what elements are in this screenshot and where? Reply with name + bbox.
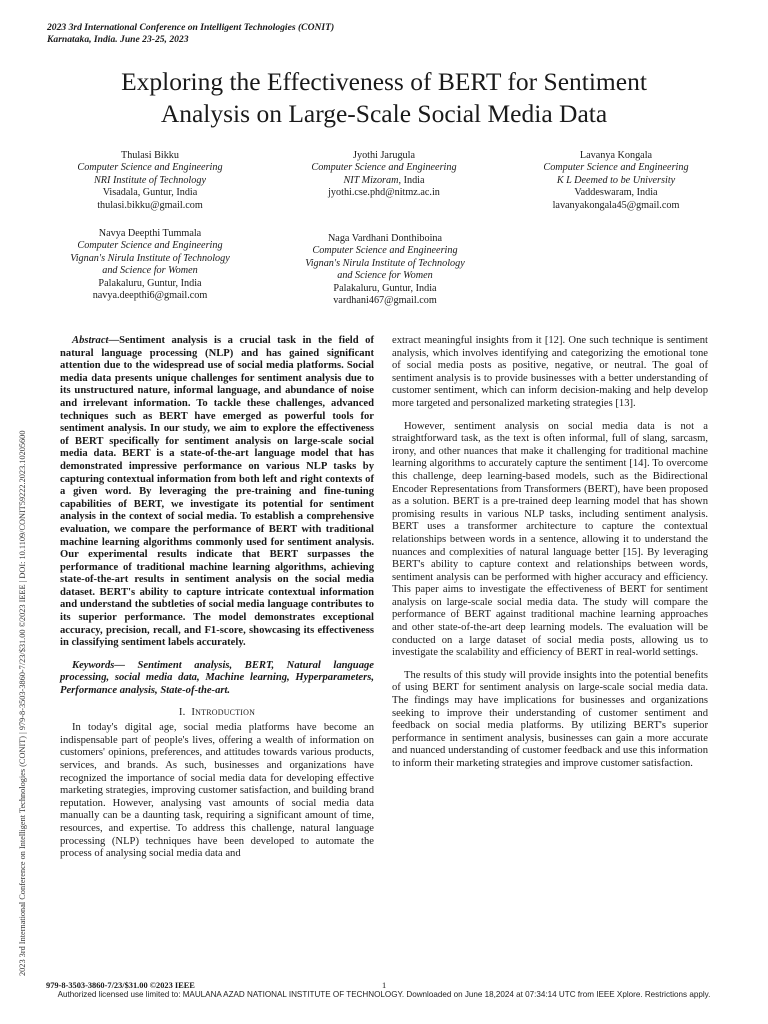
author-block bbox=[516, 150, 716, 212]
license-notice: Authorized licensed use limited to: MAULANA AZAD NATIONAL INSTITUTE OF TECHNOLOGY. Downloaded on June 18,2024 at 07:34:14 UTC from IEEE Xplore. Restrictions apply. bbox=[57, 990, 711, 999]
author-location: Palakaluru, Guntur, India bbox=[98, 277, 202, 289]
author-department: Computer Science and Engineering bbox=[312, 245, 458, 257]
author-institution-cont: and Science for Women bbox=[337, 270, 433, 282]
author-department: Computer Science and Engineering bbox=[311, 162, 457, 174]
author-name: Jyothi Jarugula bbox=[353, 150, 415, 161]
author-country: , India bbox=[398, 174, 425, 186]
keywords-text: Sentiment analysis, BERT, Natural language processing, social media data, Machine learning, Hyperparameters, Performance analysis, State-of-the-art. bbox=[60, 659, 374, 697]
author-department: Computer Science and Engineering bbox=[543, 162, 689, 174]
section-title: Introduction bbox=[191, 705, 256, 718]
author-block bbox=[50, 150, 250, 212]
author-block bbox=[284, 150, 484, 200]
footer-isbn: 979-8-3503-3860-7/23/$31.00 ©2023 IEEE bbox=[46, 981, 195, 990]
right-column bbox=[392, 335, 708, 771]
author-name: Thulasi Bikku bbox=[120, 150, 179, 161]
author-email[interactable]: navya.deepthi6@gmail.com bbox=[92, 290, 208, 302]
author-name: Navya Deepthi Tummala bbox=[98, 228, 202, 239]
author-institution: NIT Mizoram bbox=[343, 174, 399, 186]
abstract-text: —Sentiment analysis is a crucial task in the field of natural language processing (NLP) and has gained significant attention due to the widespread use of social media platforms. Social media data presents unique challenges for sentiment analysis due to its unstructured nature, informal language, and abundance of noise and irrelevant information. To tackle these challenges, advanced techniques such as BERT have emerged as powerful tools for sentiment analysis. In our study, we aim to explore the effectiveness of BERT specifically for sentiment analysis on large-scale social media data. BERT is a state-of-the-art language model that has demonstrated impressive performance on various NLP tasks by capturing contextual information from both left and right contexts of a given word. By leveraging the pre-training and fine-tuning capabilities of BERT, we investigate its potential for sentiment analysis in the context of social media. To establish a comprehensive evaluation, we compare the performance of BERT with traditional machine learning algorithms commonly used for sentiment analysis. Our experimental results indicate that BERT surpasses the performance of traditional machine learning algorithms, achieving state-of-the-art results in sentiment analysis on the social media dataset. BERT's ability to capture intricate contextual information and understand the subtleties of social media language contributes to its superior performance. The model demonstrates exceptional accuracy, precision, recall, and F1-score, showcasing its effectiveness in classifying sentiment labels accurately. bbox=[60, 335, 374, 649]
page-number: 1 bbox=[382, 981, 387, 990]
keywords bbox=[60, 660, 374, 698]
author-institution: K L Deemed to be University bbox=[556, 174, 676, 186]
section-heading-introduction bbox=[60, 706, 374, 719]
author-name: Naga Vardhani Donthiboina bbox=[327, 233, 443, 244]
author-institution: Vignan's Nirula Institute of Technology bbox=[305, 257, 465, 269]
author-department: Computer Science and Engineering bbox=[77, 240, 223, 252]
abstract-label: Abstract bbox=[72, 335, 109, 346]
paper-title bbox=[40, 66, 728, 130]
conference-header bbox=[47, 22, 334, 46]
author-institution: Vignan's Nirula Institute of Technology bbox=[70, 252, 230, 264]
author-institution: NRI Institute of Technology bbox=[94, 174, 206, 186]
doi-sidebar: 2023 3rd International Conference on Intelligent Technologies (CONIT) | 979-8-3503-3860-7/23/$31.00 ©2023 IEEE | DOI: 10.1109/CONIT59222.2023.10205600 bbox=[18, 430, 27, 976]
conference-name: 2023 3rd International Conference on Intelligent Technologies (CONIT) bbox=[47, 22, 335, 33]
paragraph: However, sentiment analysis on social media data is not a straightforward task, as the text is often informal, full of slang, sarcasm, irony, and other nuances that make it challenging for traditional machine learning algorithms to accurately capture the sentiment [14]. To overcome this challenge, deep learning-based models, such as the Bidirectional Encoder Representations from Transformers (BERT), have been proposed as a solution. BERT is a pre-trained deep learning model that has shown promising results in various NLP tasks, including sentiment analysis. BERT uses a transformer architecture to capture the contextual relationships between words in a sentence, allowing it to understand the nuances and complexities of natural language better [15]. By leveraging BERT's ability to capture context and relationships between words, sentiment analysis can be performed with higher accuracy and efficiency. This paper aims to investigate the effectiveness of BERT for sentiment analysis on large-scale social media data. The study will compare the performance of BERT against traditional machine learning approaches and other state-of-the-art deep learning models. The evaluation will be conducted on a large dataset of social media posts, allowing us to investigate the scalability and efficiency of BERT in real-world settings. bbox=[392, 420, 708, 659]
author-location: Visadala, Guntur, India bbox=[102, 187, 198, 199]
conference-location-date: Karnataka, India. June 23-25, 2023 bbox=[47, 34, 189, 45]
paper-title-line-2: Analysis on Large-Scale Social Media Data bbox=[160, 99, 608, 128]
paragraph: The results of this study will provide insights into the potential benefits of using BERT for sentiment analysis on large-scale social media data. The findings may have implications for businesses and organizations seeking to improve their understanding of customer sentiment and feedback on social media platforms. By utilizing BERT's superior performance in sentiment analysis, businesses can gain a more accurate and nuanced understanding of customer feedback and use this information to inform their marketing strategies and improve customer satisfaction. bbox=[392, 669, 708, 769]
abstract bbox=[60, 335, 374, 650]
keywords-label: Keywords— bbox=[72, 659, 125, 671]
author-email[interactable]: jyothi.cse.phd@nitmz.ac.in bbox=[328, 187, 440, 199]
author-location: Vaddeswaram, India bbox=[574, 187, 658, 199]
paragraph: extract meaningful insights from it [12]. One such technique is sentiment analysis, which involves identifying and categorizing the emotional tone of social media posts as positive, negative, or neutral. The goal of sentiment analysis is to provide businesses with a better understanding of customer sentiment, which can inform decision-making and help develop more targeted and personalized marketing strategies [13]. bbox=[392, 335, 708, 409]
author-block bbox=[280, 233, 490, 307]
author-block bbox=[50, 228, 250, 302]
author-department: Computer Science and Engineering bbox=[77, 162, 223, 174]
left-column bbox=[60, 335, 374, 861]
author-email[interactable]: thulasi.bikku@gmail.com bbox=[97, 199, 203, 211]
author-institution-cont: and Science for Women bbox=[102, 265, 198, 277]
author-email[interactable]: vardhani467@gmail.com bbox=[333, 295, 437, 307]
section-number: I. bbox=[178, 705, 186, 718]
author-location: Palakaluru, Guntur, India bbox=[333, 282, 437, 294]
paper-title-line-1: Exploring the Effectiveness of BERT for Sentiment bbox=[121, 67, 647, 96]
author-name: Lavanya Kongala bbox=[579, 150, 653, 161]
author-email[interactable]: lavanyakongala45@gmail.com bbox=[552, 199, 680, 211]
paragraph: In today's digital age, social media platforms have become an indispensable part of people's lives, offering a wealth of information on customers' opinions, preferences, and attitudes towards various products, services, and brands. As such, businesses and organizations have recognized the importance of social media data for developing effective marketing strategies, improving customer satisfaction, and building brand reputation. However, analysing vast amounts of social media data manually can be a daunting task, requiring a significant amount of time, resources, and expertise. To address this challenge, natural language processing (NLP) techniques have been developed to automate the process of analysing social media data and bbox=[60, 722, 374, 860]
